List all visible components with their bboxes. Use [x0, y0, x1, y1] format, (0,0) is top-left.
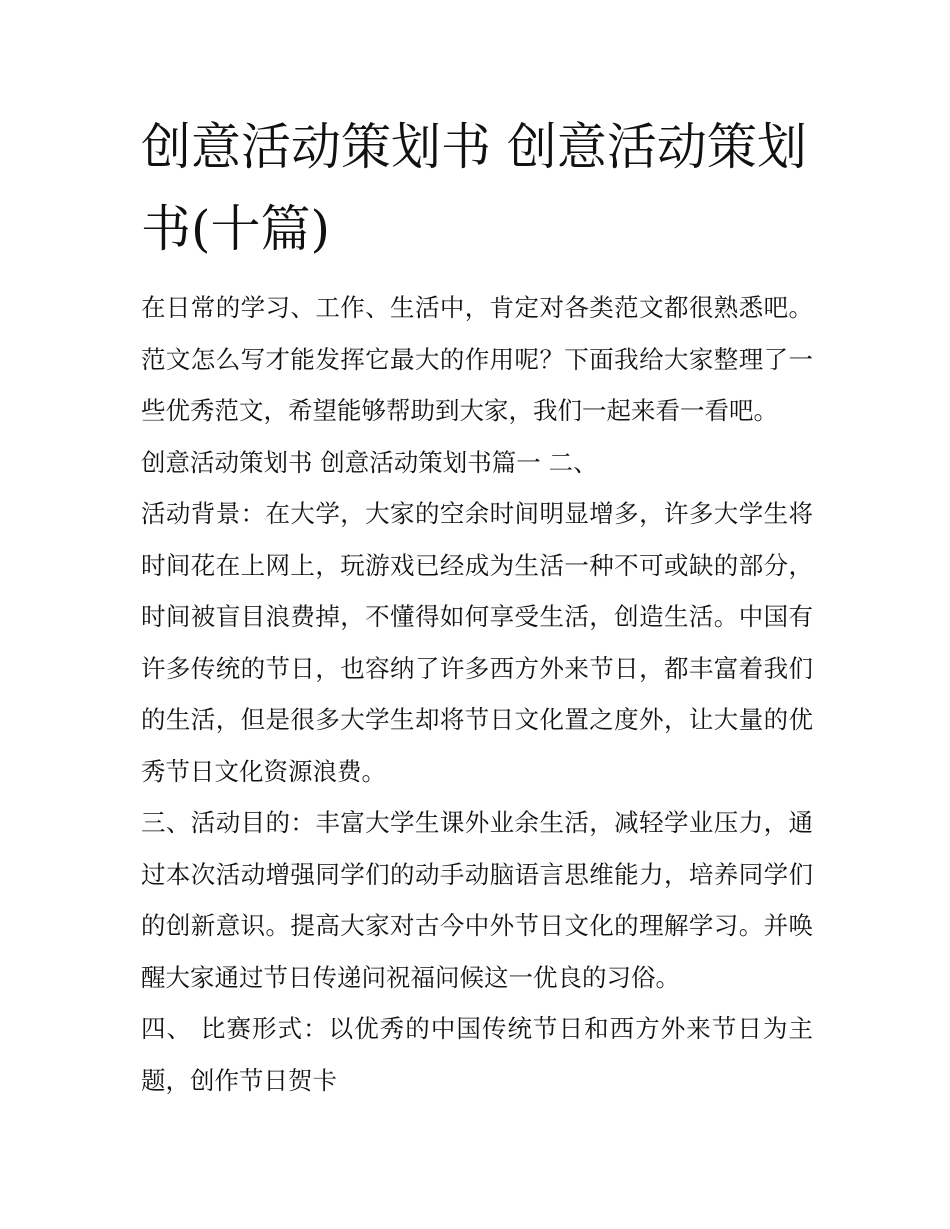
paragraph-background: 活动背景：在大学，大家的空余时间明显增多，许多大学生将时间花在上网上，玩游戏已经成为生活一种不可或缺的部分，时间被盲目浪费掉，不懂得如何享受生活，创造生活。中国有许多传统的节日，也容纳了许多西方外来节日，都丰富着我们的生活，但是很多大学生却将节日文化置之度外，让大量的优秀节日文化资源浪费。 [141, 499, 813, 786]
document-page [141, 106, 813, 1106]
document-title: 创意活动策划书 创意活动策划书(十篇) [141, 118, 807, 258]
document-body [141, 282, 813, 1106]
paragraph-format: 四、 比赛形式：以优秀的中国传统节日和西方外来节日为主题，创作节日贺卡 [141, 1014, 813, 1095]
paragraph-section-heading: 创意活动策划书 创意活动策划书篇一 二、 [141, 447, 598, 477]
paragraph-purpose: 三、活动目的：丰富大学生课外业余生活，减轻学业压力，通过本次活动增强同学们的动手动脑语言思维能力，培养同学们的创新意识。提高大家对古今中外节日文化的理解学习。并唤醒大家通过节日传递问祝福问候这一优良的习俗。 [141, 808, 813, 992]
paragraph-intro: 在日常的学习、工作、生活中，肯定对各类范文都很熟悉吧。范文怎么写才能发挥它最大的作用呢？下面我给大家整理了一些优秀范文，希望能够帮助到大家，我们一起来看一看吧。 [141, 293, 813, 425]
